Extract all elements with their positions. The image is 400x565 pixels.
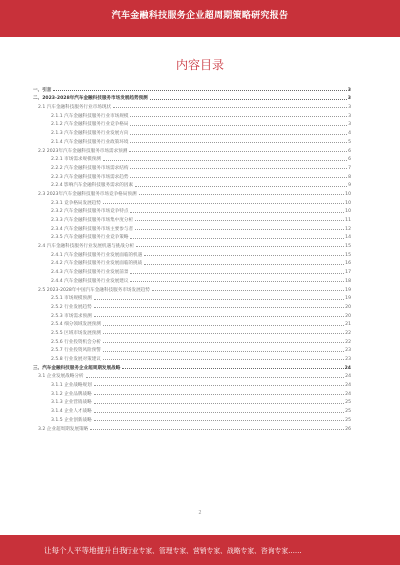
toc-leader-dots	[103, 342, 344, 343]
toc-entry-page: 24	[344, 365, 351, 371]
toc-leader-dots	[130, 238, 344, 239]
toc-entry-page: 6	[348, 148, 351, 154]
toc-entry[interactable]	[33, 266, 351, 275]
toc-entry[interactable]	[33, 223, 351, 232]
toc-entry[interactable]	[33, 119, 351, 128]
toc-entry[interactable]	[33, 154, 351, 163]
toc-entry-label: 2.4 汽车金融科技服务行业发展机遇与挑战分析	[38, 244, 135, 250]
toc-entry-page: 20	[345, 313, 351, 319]
report-header-bar	[0, 0, 400, 37]
toc-entry-page: 5	[348, 139, 351, 145]
toc-entry-page: 25	[345, 417, 351, 423]
toc-entry-page: 10	[345, 191, 351, 197]
toc-leader-dots	[139, 194, 345, 195]
toc-entry[interactable]	[33, 284, 351, 293]
toc-entry[interactable]	[33, 249, 351, 258]
toc-leader-dots	[144, 264, 344, 265]
toc-entry[interactable]	[33, 240, 351, 249]
toc-entry-label: 2.4.3 汽车金融科技服务行业发展前景	[51, 270, 129, 276]
toc-leader-dots	[103, 325, 344, 326]
toc-leader-dots	[135, 229, 344, 230]
toc-entry-label: 2.1 汽车金融科技服务行业市场现状	[38, 105, 112, 111]
toc-entry-label: 3.1.3 企业营销战略	[51, 400, 92, 406]
toc-leader-dots	[103, 160, 347, 161]
toc-entry[interactable]	[33, 232, 351, 241]
toc-leader-dots	[94, 385, 344, 386]
toc-leader-dots	[130, 212, 344, 213]
toc-leader-dots	[94, 403, 344, 404]
toc-entry[interactable]	[33, 110, 351, 119]
toc-entry-label: 2.5.3 市场需求预测	[51, 313, 92, 319]
toc-entry-label: 2.5.7 行业投资风险预警	[51, 348, 101, 354]
toc-leader-dots	[135, 186, 347, 187]
toc-entry[interactable]	[33, 353, 351, 362]
toc-entry[interactable]	[33, 171, 351, 180]
toc-entry-label: 2.2.1 市场需求规模预测	[51, 157, 101, 163]
page-number: 2	[198, 510, 202, 516]
toc-entry-label: 2.1.4 汽车金融科技服务行业政策环境	[51, 139, 129, 145]
toc-entry-label: 2.4.4 汽车金融科技服务行业发展建议	[51, 278, 129, 284]
toc-entry[interactable]	[33, 371, 351, 380]
toc-entry-label: 2.2.4 影响汽车金融科技服务需求的因素	[51, 183, 134, 189]
toc-entry-page: 24	[345, 383, 351, 389]
toc-entry-page: 23	[345, 357, 351, 362]
toc-entry-page: 4	[348, 131, 351, 137]
toc-leader-dots	[130, 125, 347, 126]
toc-leader-dots	[94, 316, 344, 317]
toc-leader-dots	[130, 142, 347, 143]
toc-entry-page: 3	[347, 87, 351, 93]
toc-entry-page: 10	[345, 209, 351, 215]
toc-entry-label: 三、汽车金融科技服务企业超周期发展战略	[33, 365, 121, 371]
toc-entry[interactable]	[33, 206, 351, 215]
toc-entry-label: 3.2 企业超周期发展策略	[38, 426, 89, 432]
toc-entry[interactable]	[33, 379, 351, 388]
toc-entry-page: 26	[345, 426, 351, 432]
table-of-contents	[33, 84, 351, 432]
toc-leader-dots	[94, 299, 344, 300]
toc-entry[interactable]	[33, 197, 351, 206]
toc-entry[interactable]	[33, 336, 351, 345]
toc-entry-label: 2.3.3 汽车金融科技服务市场集中度分析	[51, 218, 134, 223]
toc-entry[interactable]	[33, 397, 351, 406]
toc-leader-dots	[129, 151, 347, 152]
toc-leader-dots	[94, 307, 344, 308]
toc-leader-dots	[94, 394, 344, 395]
toc-leader-dots	[94, 420, 344, 421]
toc-entry-label: 3.1.1 企业战略规划	[51, 383, 92, 389]
toc-entry[interactable]	[33, 84, 351, 93]
toc-entry[interactable]	[33, 101, 351, 110]
toc-leader-dots	[135, 220, 344, 221]
report-title: 汽车金融科技服务企业超周期策略研究报告	[111, 11, 289, 21]
footer-tagline: 行业专家、管理专家、营销专家、战略专家、咨询专家……	[125, 547, 302, 555]
toc-entry-page: 16	[345, 261, 351, 267]
footer-slogan: 让每个人平等地提升自我	[44, 546, 127, 555]
toc-entry[interactable]	[33, 301, 351, 310]
toc-entry[interactable]	[33, 258, 351, 267]
toc-entry[interactable]	[33, 188, 351, 197]
toc-entry-page: 18	[345, 278, 351, 284]
toc-entry[interactable]	[33, 275, 351, 284]
toc-entry[interactable]	[33, 345, 351, 354]
toc-leader-dots	[150, 99, 347, 100]
toc-entry[interactable]	[33, 388, 351, 397]
toc-leader-dots	[130, 281, 344, 282]
toc-entry-label: 2.5.4 细分领域发展预测	[51, 322, 101, 328]
toc-entry-page: 21	[345, 322, 351, 328]
toc-heading: 内容目录	[175, 58, 224, 72]
toc-leader-dots	[136, 246, 344, 247]
toc-entry-page: 12	[345, 226, 351, 232]
toc-leader-dots	[130, 273, 344, 274]
toc-entry[interactable]	[33, 136, 351, 145]
toc-leader-dots	[103, 333, 344, 334]
toc-entry-page: 19	[345, 296, 351, 302]
toc-entry-page: 24	[345, 374, 351, 380]
toc-entry-label: 2.1.2 汽车金融科技服务行业竞争格局	[51, 122, 129, 128]
toc-leader-dots	[144, 255, 344, 256]
toc-entry-label: 3.1.4 企业人才战略	[51, 409, 92, 415]
toc-leader-dots	[130, 177, 347, 178]
toc-entry-page: 7	[348, 165, 351, 171]
toc-entry-label: 2.1.1 汽车金融科技服务行业市场规模	[51, 113, 129, 119]
toc-entry[interactable]	[33, 127, 351, 136]
toc-entry-page: 15	[345, 252, 351, 258]
toc-entry-label: 2.2.2 汽车金融科技服务市场需求结构	[51, 165, 129, 171]
toc-entry-page: 8	[348, 174, 351, 180]
toc-entry[interactable]	[33, 414, 351, 423]
toc-entry-label: 一、引言	[33, 87, 52, 93]
toc-entry-page: 15	[345, 244, 351, 250]
toc-entry[interactable]	[33, 310, 351, 319]
toc-leader-dots	[122, 368, 343, 369]
toc-entry[interactable]	[33, 362, 351, 371]
toc-entry-page: 23	[345, 348, 351, 354]
toc-leader-dots	[103, 359, 344, 360]
toc-entry-page: 11	[345, 218, 351, 223]
toc-leader-dots	[130, 168, 347, 169]
toc-entry-label: 2.3.1 竞争格局发展趋势	[51, 200, 101, 206]
toc-entry-label: 2.3.5 汽车金融科技服务行业竞争策略	[51, 235, 129, 241]
toc-leader-dots	[113, 107, 347, 108]
toc-entry-label: 2.5.1 市场规模预测	[51, 296, 92, 302]
toc-entry-page: 25	[345, 400, 351, 406]
toc-leader-dots	[94, 412, 344, 413]
toc-leader-dots	[90, 429, 344, 430]
toc-entry-page: 6	[348, 157, 351, 163]
toc-entry-label: 3.1.5 企业创新战略	[51, 417, 92, 423]
toc-entry-label: 2.3.2 汽车金融科技服务市场竞争特点	[51, 209, 129, 215]
toc-entry-label: 2.5.6 行业投资机会分析	[51, 339, 101, 345]
toc-entry[interactable]	[33, 293, 351, 302]
toc-entry-label: 2.1.3 汽车金融科技服务行业发展方向	[51, 131, 129, 137]
footer-bar	[0, 535, 400, 565]
toc-entry-page: 19	[345, 287, 351, 293]
toc-entry[interactable]	[33, 423, 351, 432]
toc-entry[interactable]	[33, 93, 351, 102]
toc-entry-page: 20	[345, 304, 351, 310]
toc-entry-page: 25	[345, 409, 351, 415]
toc-entry-page: 3	[348, 113, 351, 119]
toc-entry-label: 2.2 2023年汽车金融科技服务市场需求预测	[38, 148, 128, 154]
toc-entry-label: 2.4.2 汽车金融科技服务行业发展面临的挑战	[51, 261, 143, 267]
toc-entry-page: 10	[345, 200, 351, 206]
toc-leader-dots	[152, 290, 344, 291]
toc-leader-dots	[86, 377, 345, 378]
toc-leader-dots	[53, 90, 346, 91]
toc-entry[interactable]	[33, 180, 351, 189]
toc-entry-label: 3.1.2 企业品牌战略	[51, 391, 92, 397]
toc-entry-page: 3	[347, 96, 351, 102]
toc-entry-page: 3	[348, 122, 351, 128]
toc-entry[interactable]	[33, 214, 351, 223]
toc-entry-label: 2.5.5 区域市场发展预测	[51, 330, 101, 336]
toc-entry-label: 2.5.2 行业发展趋势	[51, 304, 92, 310]
toc-entry[interactable]	[33, 327, 351, 336]
toc-entry-label: 2.5 2023-2028年中国汽车金融科技服务市场发展趋势	[38, 287, 150, 293]
toc-entry-page: 3	[348, 105, 351, 111]
toc-leader-dots	[103, 203, 344, 204]
toc-entry[interactable]	[33, 405, 351, 414]
toc-entry-page: 22	[345, 330, 351, 336]
toc-entry-label: 2.3.4 汽车金融科技服务市场主要参与者	[51, 226, 134, 232]
toc-leader-dots	[103, 351, 344, 352]
toc-entry-page: 24	[345, 391, 351, 397]
toc-leader-dots	[130, 116, 347, 117]
toc-entry-page: 17	[345, 270, 351, 276]
toc-leader-dots	[130, 134, 347, 135]
toc-entry[interactable]	[33, 162, 351, 171]
toc-entry-label: 二、2023-2028年汽车金融科技服务市场发展趋势预测	[33, 96, 148, 102]
toc-entry-label: 2.4.1 汽车金融科技服务行业发展面临的机遇	[51, 252, 143, 258]
toc-entry[interactable]	[33, 319, 351, 328]
toc-entry-label: 2.2.3 汽车金融科技服务市场需求趋势	[51, 174, 129, 180]
toc-entry-label: 3.1 企业发展战略分析	[38, 374, 84, 380]
toc-entry-page: 14	[345, 235, 351, 241]
toc-entry-label: 2.3 2023年汽车金融科技服务市场竞争格局预测	[38, 191, 137, 197]
toc-entry[interactable]	[33, 145, 351, 154]
toc-entry-page: 9	[348, 183, 351, 189]
toc-entry-label: 2.5.8 行业发展对策建议	[51, 357, 101, 362]
toc-entry-page: 22	[345, 339, 351, 345]
